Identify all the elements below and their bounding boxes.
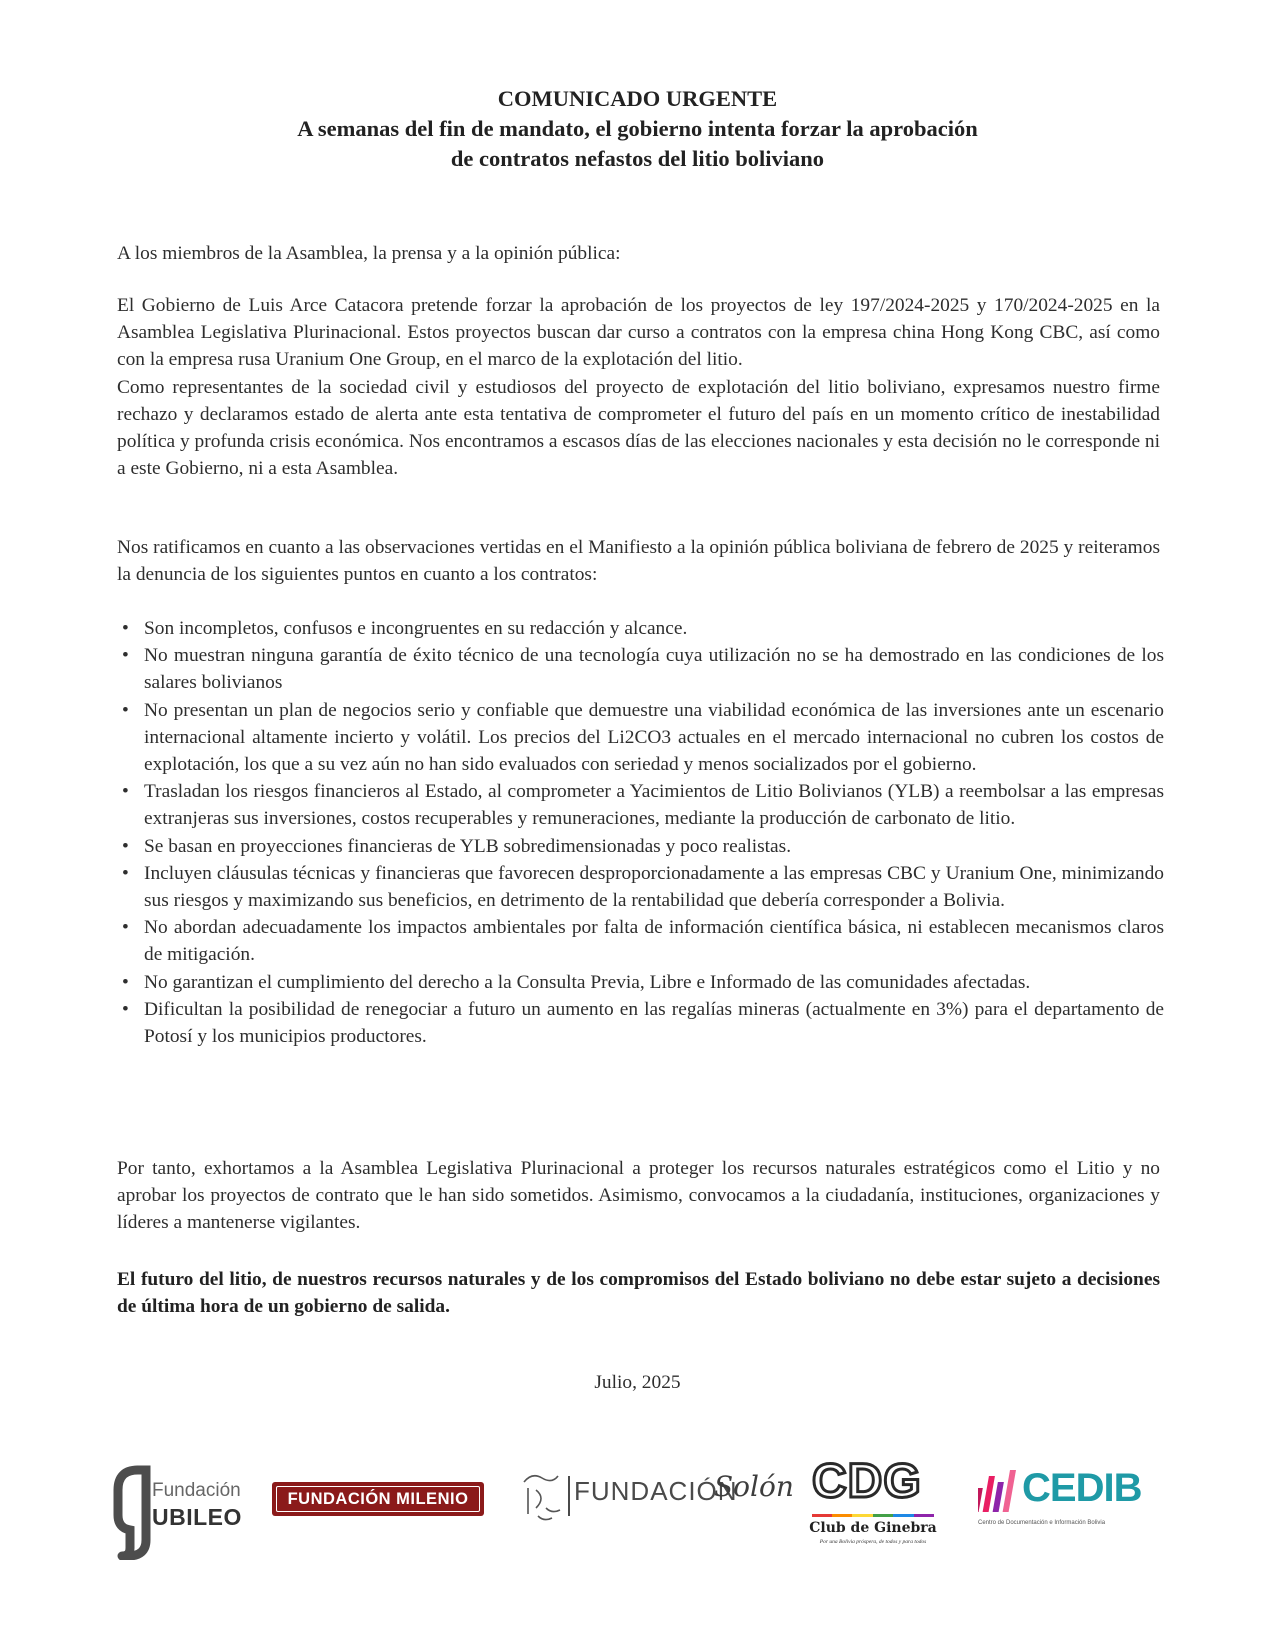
- jubileo-top-text: Fundación: [152, 1480, 241, 1501]
- jubileo-logo: [108, 1460, 248, 1560]
- cedib-mark: CEDIB: [1022, 1466, 1142, 1510]
- subtitle-line-2: de contratos nefastos del litio boliviano: [450, 146, 825, 171]
- cdg-name: Club de Ginebra: [809, 1520, 937, 1536]
- list-item: • No garantizan el cumplimiento del derecho a la Consulta Previa, Libre e Informado de las comunidades afectadas.: [117, 969, 1164, 996]
- solon-script-text: Solón: [714, 1470, 794, 1503]
- cedib-logo: [978, 1466, 1142, 1540]
- cdg-mark: CDG: [812, 1455, 922, 1508]
- subtitle-line-1: A semanas del fin de mandato, el gobierno intenta forzar la aprobación: [297, 116, 978, 141]
- cedib-bars-icon: [978, 1470, 1024, 1514]
- list-item: • Incluyen cláusulas técnicas y financieras que favorecen desproporcionadamente a las empresas CBC y Uranium One, minimizando sus riesgos y maximizando sus beneficios, en detrimento de la rentabilidad que debería corresponder a Bolivia.: [117, 860, 1164, 914]
- greeting: A los miembros de la Asamblea, la prensa y a la opinión pública:: [117, 243, 621, 264]
- intro-paragraph-1: El Gobierno de Luis Arce Catacora pretende forzar la aprobación de los proyectos de ley 197/2024-2025 y 170/2024-2025 en la Asamblea Legislativa Plurinacional. Estos proyectos buscan dar curso a contratos con la empresa china Hong Kong CBC, así como con la empresa rusa Uranium One Group, en el marco de la explotación del litio.: [117, 295, 1160, 371]
- jubileo-bottom-text: UBILEO: [152, 1504, 242, 1530]
- milenio-text: FUNDACIÓN MILENIO: [287, 1490, 469, 1508]
- solon-text: FUNDACIÓN: [574, 1476, 738, 1506]
- ratify-paragraph: Nos ratificamos en cuanto a las observaciones vertidas en el Manifiesto a la opinión pública boliviana de febrero de 2025 y reiteramos la denuncia de los siguientes puntos en cuanto a los contratos:: [117, 537, 1160, 586]
- cdg-tagline: Por una Bolivia próspera, de todos y para todos: [819, 1539, 927, 1545]
- list-item: • No muestran ninguna garantía de éxito técnico de una tecnología cuya utilización no se ha demostrado en las condiciones de los salares bolivianos: [117, 642, 1164, 696]
- list-item: • Se basan en proyecciones financieras de YLB sobredimensionadas y poco realistas.: [117, 833, 1164, 860]
- title: COMUNICADO URGENTE: [497, 86, 778, 111]
- solon-figure-icon: [518, 1468, 568, 1524]
- logo-strip: [0, 1455, 1275, 1580]
- list-item: • Trasladan los riesgos financieros al Estado, al comprometer a Yacimientos de Litio Bolivianos (YLB) a reembolsar a las empresas extranjeras sus inversiones, costos recuperables y remuneraciones, mediante la producción de carbonato de litio.: [117, 778, 1164, 832]
- cdg-logo: [808, 1455, 938, 1560]
- cedib-subtitle: Centro de Documentación e Información Bolivia: [978, 1520, 1106, 1526]
- closing-paragraph: Por tanto, exhortamos a la Asamblea Legislativa Plurinacional a proteger los recursos naturales estratégicos como el Litio y no aprobar los proyectos de contrato que le han sido sometidos. Asimismo, convocamos a la ciudadanía, instituciones, organizaciones y líderes a mantenerse vigilantes.: [117, 1158, 1160, 1234]
- milenio-logo: [272, 1482, 484, 1516]
- list-item: • Son incompletos, confusos e incongruentes en su redacción y alcance.: [117, 615, 1164, 642]
- document-date: Julio, 2025: [594, 1372, 681, 1393]
- cdg-rainbow-bar-icon: [812, 1514, 934, 1517]
- contract-issues-list: [117, 615, 1164, 1050]
- conclusion-statement: El futuro del litio, de nuestros recursos naturales y de los compromisos del Estado boliviano no debe estar sujeto a decisiones de última hora de un gobierno de salida.: [117, 1269, 1160, 1318]
- intro-section: [117, 292, 1160, 482]
- solon-logo: [518, 1468, 794, 1528]
- intro-paragraph-2: Como representantes de la sociedad civil y estudiosos del proyecto de explotación del litio boliviano, expresamos nuestro firme rechazo y declaramos estado de alerta ante esta tentativa de comprometer el futuro del país en un momento crítico de inestabilidad política y profunda crisis económica. Nos encontramos a escasos días de las elecciones nacionales y esta decisión no le corresponde ni a este Gobierno, ni a esta Asamblea.: [117, 376, 1160, 480]
- list-item: • No abordan adecuadamente los impactos ambientales por falta de información científica básica, ni establecen mecanismos claros de mitigación.: [117, 914, 1164, 968]
- document-header: [0, 84, 1275, 174]
- list-item: • Dificultan la posibilidad de renegociar a futuro un aumento en las regalías mineras (actualmente en 3%) para el departamento de Potosí y los municipios productores.: [117, 996, 1164, 1050]
- list-item: • No presentan un plan de negocios serio y confiable que demuestre una viabilidad económica de las inversiones ante un escenario internacional altamente incierto y volátil. Los precios del Li2CO3 actuales en el mercado internacional no cubren los costos de explotación, los que a su vez aún no han sido evaluados con seriedad y menos socializados por el gobierno.: [117, 697, 1164, 779]
